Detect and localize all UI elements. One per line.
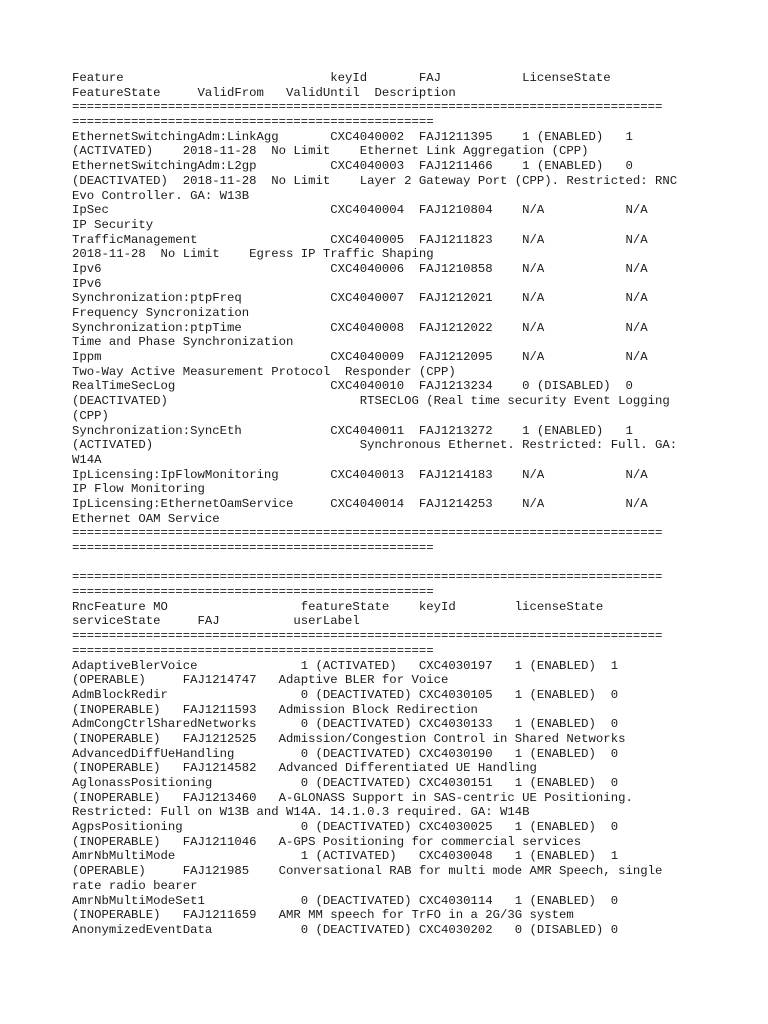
text-line: AgpsPositioning 0 (DEACTIVATED) CXC4030025 1 (ENABLED) 0	[72, 820, 619, 835]
text-line: AdvancedDiffUeHandling 0 (DEACTIVATED) CXC4030190 1 (ENABLED) 0	[72, 746, 619, 761]
text-line: AdmCongCtrlSharedNetworks 0 (DEACTIVATED) CXC4030133 1 (ENABLED) 0	[72, 717, 619, 732]
text-line: (INOPERABLE) FAJ1214582 Advanced Differentiated UE Handling	[72, 761, 537, 776]
text-line: IPv6	[72, 276, 102, 291]
text-line: Two-Way Active Measurement Protocol Responder (CPP)	[72, 364, 456, 379]
text-line: Time and Phase Synchronization	[72, 335, 294, 350]
separator-line: =================================================	[72, 585, 434, 600]
separator-line: ================================================================================	[72, 526, 663, 541]
text-line: IP Security	[72, 217, 154, 232]
text-line: (INOPERABLE) FAJ1211659 AMR MM speech for TrFO in a 2G/3G system	[72, 908, 574, 923]
text-line: (INOPERABLE) FAJ1212525 Admission/Congestion Control in Shared Networks	[72, 731, 626, 746]
text-line: AglonassPositioning 0 (DEACTIVATED) CXC4030151 1 (ENABLED) 0	[72, 776, 619, 790]
text-line: AmrNbMultiMode 1 (ACTIVATED) CXC4030048 1 (ENABLED) 1	[72, 849, 619, 864]
text-line: IpSec CXC4040004 FAJ1210804 N/A N/A	[72, 203, 648, 218]
text-line: IpLicensing:IpFlowMonitoring CXC4040013 FAJ1214183 N/A N/A	[72, 467, 648, 482]
text-line: Synchronization:ptpTime CXC4040008 FAJ1212022 N/A N/A	[72, 320, 648, 335]
separator-line: =================================================	[72, 115, 434, 130]
text-line: Restricted: Full on W13B and W14A. 14.1.0.3 required. GA: W14B	[72, 805, 530, 820]
text-line: EthernetSwitchingAdm:LinkAgg CXC4040002 FAJ1211395 1 (ENABLED) 1	[72, 129, 633, 144]
text-line: TrafficManagement CXC4040005 FAJ1211823 N/A N/A	[72, 232, 648, 247]
text-line: AdmBlockRedir 0 (DEACTIVATED) CXC4030105 1 (ENABLED) 0	[72, 687, 619, 702]
text-line: RealTimeSecLog CXC4040010 FAJ1213234 0 (DISABLED) 0	[72, 379, 633, 394]
separator-line: =================================================	[72, 643, 434, 658]
text-line: Synchronization:SyncEth CXC4040011 FAJ1213272 1 (ENABLED) 1	[72, 423, 633, 438]
text-line: (INOPERABLE) FAJ1213460 A-GLONASS Support in SAS-centric UE Positioning.	[72, 790, 633, 805]
separator-line: ================================================================================	[72, 629, 663, 644]
text-line: Ippm CXC4040009 FAJ1212095 N/A N/A	[72, 350, 648, 365]
blank-line	[72, 556, 768, 571]
separator-line: ================================================================================	[72, 570, 663, 585]
text-line: Feature keyId FAJ LicenseState	[72, 71, 611, 85]
text-line: 2018-11-28 No Limit Egress IP Traffic Shaping	[72, 247, 434, 262]
text-line: (ACTIVATED) Synchronous Ethernet. Restricted: Full. GA:	[72, 438, 678, 453]
separator-line: ================================================================================	[72, 100, 663, 115]
separator-line: =================================================	[72, 541, 434, 555]
text-line: AnonymizedEventData 0 (DEACTIVATED) CXC4030202 0 (DISABLED) 0	[72, 922, 619, 937]
text-line: (OPERABLE) FAJ1214747 Adaptive BLER for Voice	[72, 673, 449, 688]
text-line: Evo Controller. GA: W13B	[72, 188, 250, 203]
text-line: Frequency Syncronization	[72, 306, 250, 320]
text-line: EthernetSwitchingAdm:L2gp CXC4040003 FAJ1211466 1 (ENABLED) 0	[72, 159, 633, 174]
text-line: RncFeature MO featureState keyId licenseState	[72, 599, 604, 614]
text-line: rate radio bearer	[72, 878, 198, 893]
text-line: AdaptiveBlerVoice 1 (ACTIVATED) CXC4030197 1 (ENABLED) 1	[72, 658, 619, 673]
text-line: (ACTIVATED) 2018-11-28 No Limit Ethernet Link Aggregation (CPP)	[72, 144, 589, 159]
text-line: W14A	[72, 452, 102, 467]
text-line: (INOPERABLE) FAJ1211046 A-GPS Positioning for commercial services	[72, 834, 582, 849]
document-text-body	[72, 71, 768, 938]
text-line: (DEACTIVATED) RTSECLOG (Real time security Event Logging	[72, 394, 670, 409]
text-line: Synchronization:ptpFreq CXC4040007 FAJ1212021 N/A N/A	[72, 291, 648, 306]
text-line: (OPERABLE) FAJ121985 Conversational RAB for multi mode AMR Speech, single	[72, 864, 663, 879]
text-line: (CPP)	[72, 408, 109, 423]
text-line: (INOPERABLE) FAJ1211593 Admission Block Redirection	[72, 702, 478, 717]
text-line: IP Flow Monitoring	[72, 482, 205, 497]
text-line: Ethernet OAM Service	[72, 511, 220, 526]
text-line: FeatureState ValidFrom ValidUntil Description	[72, 85, 456, 100]
text-line: Ipv6 CXC4040006 FAJ1210858 N/A N/A	[72, 261, 648, 276]
text-line: IpLicensing:EthernetOamService CXC4040014 FAJ1214253 N/A N/A	[72, 496, 648, 511]
text-line: AmrNbMultiModeSet1 0 (DEACTIVATED) CXC4030114 1 (ENABLED) 0	[72, 893, 619, 908]
text-line: serviceState FAJ userLabel	[72, 614, 360, 629]
text-line: (DEACTIVATED) 2018-11-28 No Limit Layer 2 Gateway Port (CPP). Restricted: RNC	[72, 173, 678, 188]
